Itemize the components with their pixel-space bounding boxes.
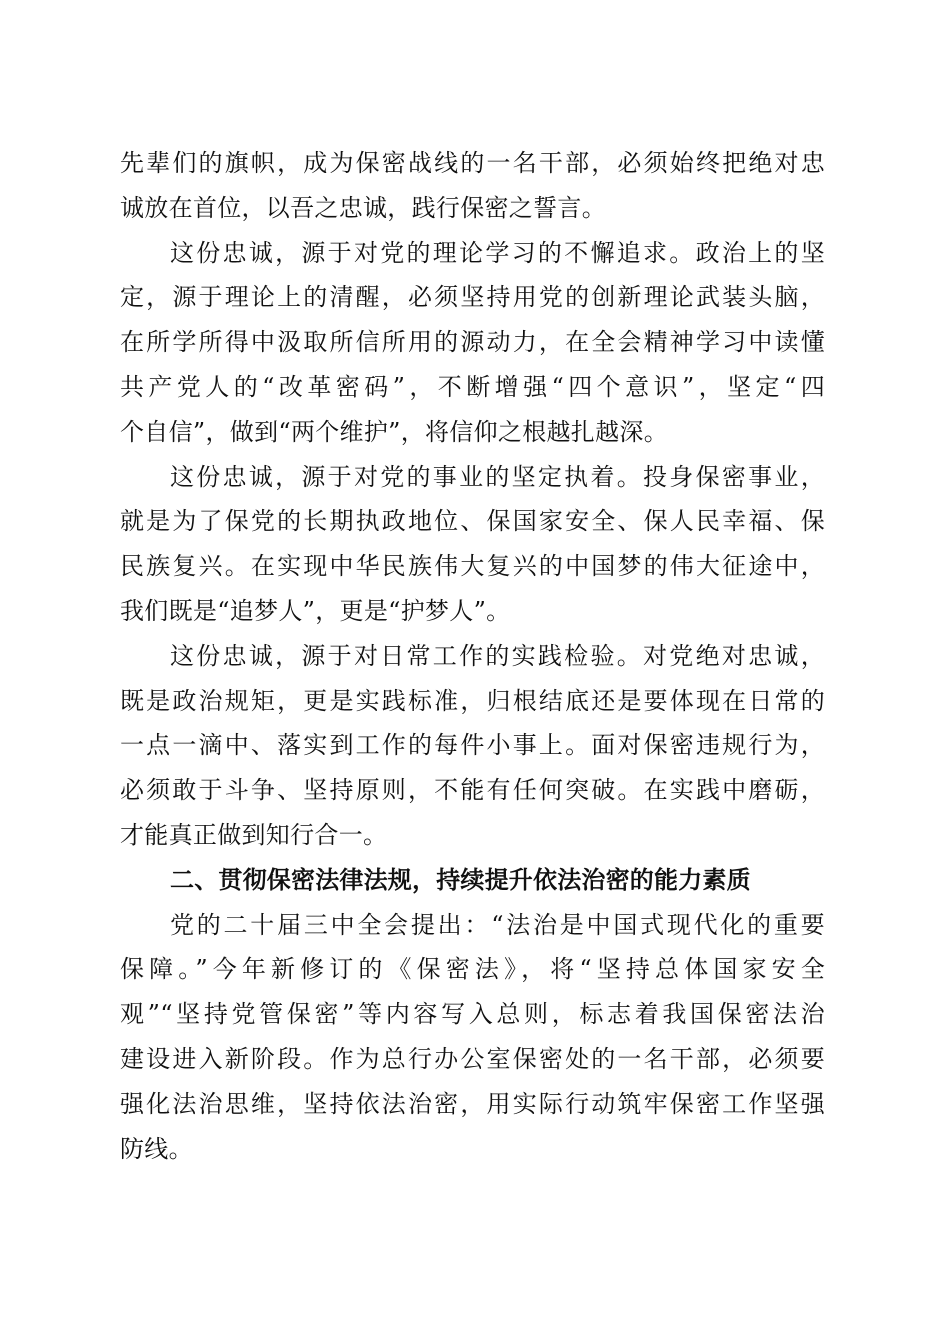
- paragraph-line: 防线。: [120, 1134, 193, 1163]
- paragraph-line: 强化法治思维，坚持依法治密，用实际行动筑牢保密工作坚强: [120, 1089, 825, 1118]
- paragraph-line: 这份忠诚，源于对日常工作的实践检验。对党绝对忠诚，: [170, 641, 825, 670]
- paragraph-line: 才能真正做到知行合一。: [120, 820, 388, 849]
- paragraph-line: 就是为了保党的长期执政地位、保国家安全、保人民幸福、保: [120, 507, 825, 536]
- section-heading: 二、贯彻保密法律法规，持续提升依法治密的能力素质: [170, 865, 751, 894]
- paragraph-line: 定，源于理论上的清醒，必须坚持用党的创新理论武装头脑，: [120, 283, 825, 312]
- paragraph-line: 共产党人的“改革密码”，不断增强“四个意识”，坚定“四: [120, 372, 825, 401]
- paragraph-line: 党的二十届三中全会提出：“法治是中国式现代化的重要: [170, 910, 825, 939]
- paragraph-line: 这份忠诚，源于对党的事业的坚定执着。投身保密事业，: [170, 462, 825, 491]
- paragraph-line: 这份忠诚，源于对党的理论学习的不懈追求。政治上的坚: [170, 238, 825, 267]
- paragraph-line: 民族复兴。在实现中华民族伟大复兴的中国梦的伟大征途中，: [120, 552, 825, 581]
- paragraph-line: 在所学所得中汲取所信所用的源动力，在全会精神学习中读懂: [120, 328, 825, 357]
- paragraph-line: 建设进入新阶段。作为总行办公室保密处的一名干部，必须要: [120, 1044, 825, 1073]
- document-body: [120, 141, 825, 1171]
- paragraph-line: 必须敢于斗争、坚持原则，不能有任何突破。在实践中磨砺，: [120, 776, 825, 805]
- paragraph-line: 保障。”今年新修订的《保密法》，将“坚持总体国家安全: [120, 955, 825, 984]
- paragraph-line: 观”“坚持党管保密”等内容写入总则，标志着我国保密法治: [120, 1000, 825, 1029]
- paragraph-line: 先辈们的旗帜，成为保密战线的一名干部，必须始终把绝对忠: [120, 149, 825, 177]
- paragraph-line: 一点一滴中、落实到工作的每件小事上。面对保密违规行为，: [120, 731, 825, 760]
- paragraph-line: 个自信”，做到“两个维护”，将信仰之根越扎越深。: [120, 417, 669, 446]
- paragraph-line: 既是政治规矩，更是实践标准，归根结底还是要体现在日常的: [120, 686, 825, 715]
- paragraph-line: 诚放在首位，以吾之忠诚，践行保密之誓言。: [120, 193, 606, 222]
- paragraph-line: 我们既是“追梦人”，更是“护梦人”。: [120, 596, 511, 625]
